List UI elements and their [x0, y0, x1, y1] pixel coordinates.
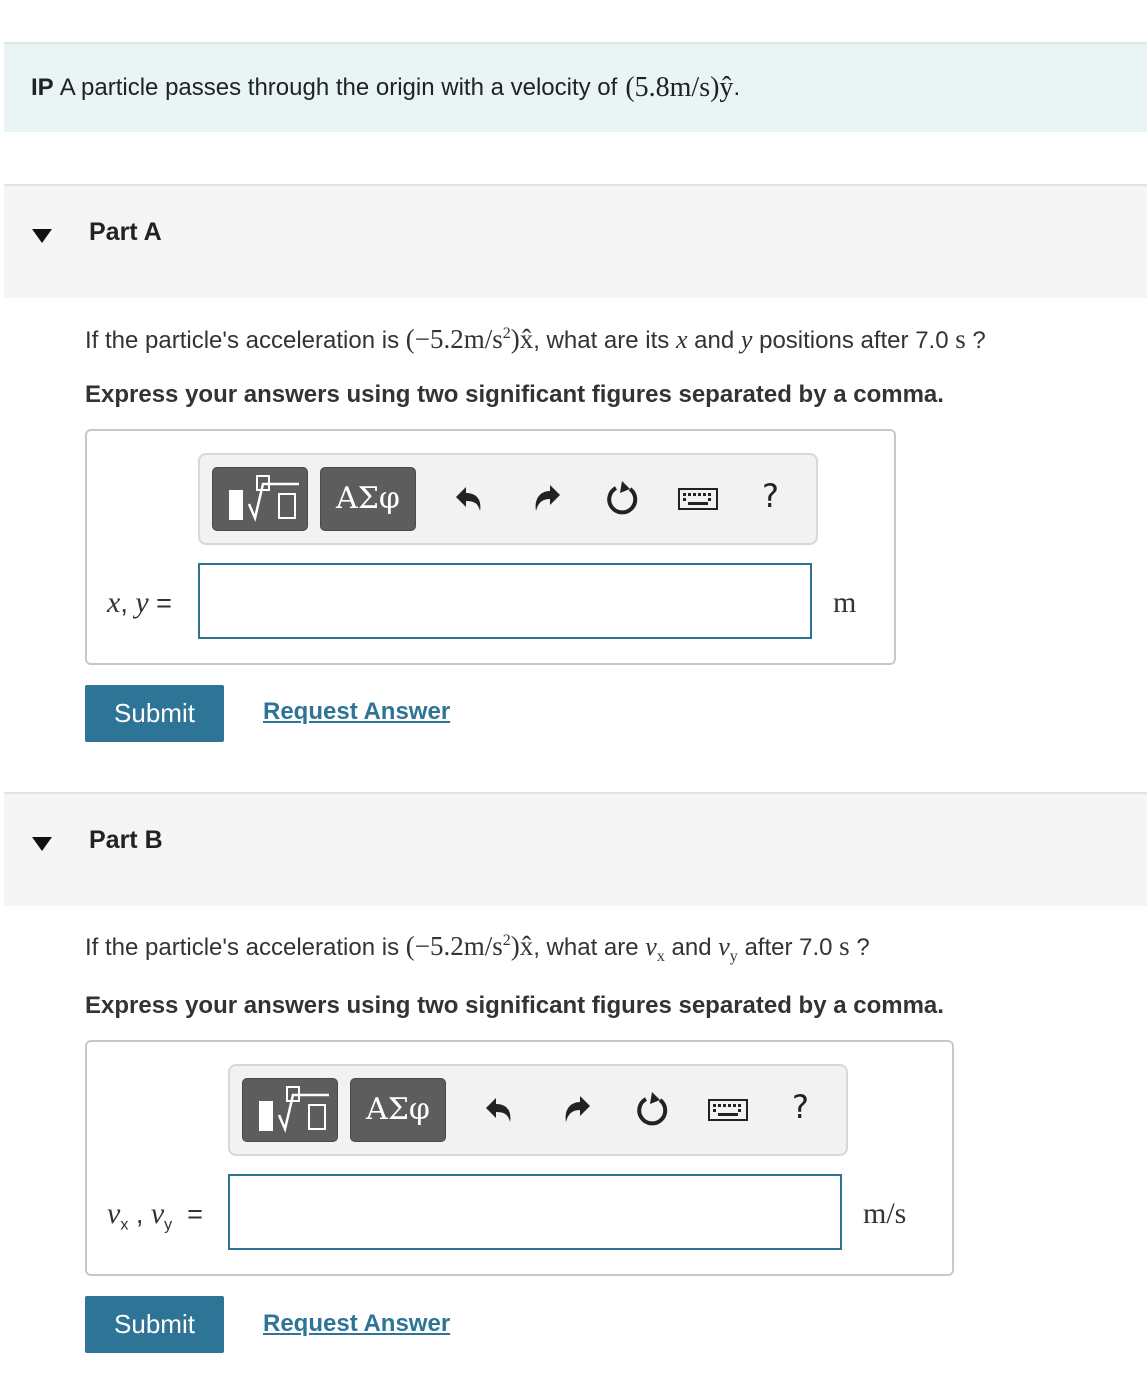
part-b-title: Part B [89, 826, 163, 854]
redo-icon[interactable] [554, 1088, 598, 1132]
reset-icon[interactable] [600, 477, 644, 521]
part-a-question [85, 324, 986, 355]
question-text: and [671, 934, 712, 961]
part-b-instruction: Express your answers using two significant figures separated by a comma. [85, 992, 944, 1019]
answer-unit: m/s [863, 1197, 907, 1230]
reset-icon[interactable] [630, 1088, 674, 1132]
keyboard-icon[interactable] [706, 1088, 750, 1132]
part-b-header[interactable] [4, 792, 1147, 906]
answer-variable-label: x, y = [107, 586, 172, 619]
part-b-question [85, 931, 870, 966]
templates-icon [213, 468, 309, 532]
templates-button[interactable] [242, 1078, 338, 1142]
greek-symbols-button[interactable]: ΑΣφ [350, 1078, 446, 1142]
part-a-answer-box [85, 429, 896, 665]
question-mark: ? [972, 327, 986, 354]
help-button[interactable]: ? [792, 1088, 809, 1126]
submit-button[interactable]: Submit [85, 685, 224, 742]
templates-button[interactable] [212, 467, 308, 531]
answer-input[interactable] [198, 563, 812, 639]
acceleration-expression: $(-5.2m/s^2)x̂$ [405, 324, 534, 354]
redo-icon[interactable] [524, 477, 568, 521]
math-toolbar [198, 453, 818, 545]
templates-icon [243, 1079, 339, 1143]
variable-x: x [675, 325, 688, 354]
time-unit: s [955, 324, 966, 354]
problem-statement [4, 42, 1147, 132]
submit-button[interactable]: Submit [85, 1296, 224, 1353]
question-text: positions after 7.0 [759, 327, 949, 354]
request-answer-link[interactable]: Request Answer [263, 698, 451, 725]
question-text: after 7.0 [744, 934, 833, 961]
answer-input[interactable] [228, 1174, 842, 1250]
variable-y: y [740, 325, 753, 354]
greek-symbols-button[interactable]: ΑΣφ [320, 467, 416, 531]
collapse-triangle-icon[interactable] [32, 229, 52, 243]
time-unit: s [839, 931, 850, 961]
question-text: , what are [533, 934, 639, 961]
answer-variable-label: $v_x$ , $v_y$ = [107, 1197, 203, 1234]
problem-tag: IP [31, 74, 54, 101]
variable-vy: $v_y$ [718, 932, 738, 966]
question-text: If the particle's acceleration is [85, 934, 400, 961]
part-b-answer-box [85, 1040, 954, 1276]
help-button[interactable]: ? [762, 477, 779, 515]
request-answer-link[interactable]: Request Answer [263, 1310, 451, 1337]
undo-icon[interactable] [448, 477, 492, 521]
question-text: and [694, 327, 735, 354]
question-mark: ? [856, 934, 870, 961]
part-a-instruction: Express your answers using two significant figures separated by a comma. [85, 381, 944, 408]
answer-unit: m [833, 586, 857, 619]
problem-period: . [733, 74, 741, 101]
question-text: If the particle's acceleration is [85, 327, 400, 354]
part-a-title: Part A [89, 218, 162, 246]
undo-icon[interactable] [478, 1088, 522, 1132]
collapse-triangle-icon[interactable] [32, 837, 52, 851]
variable-vx: $v_x$ [645, 932, 665, 966]
math-toolbar [228, 1064, 848, 1156]
keyboard-icon[interactable] [676, 477, 720, 521]
question-text: , what are its [533, 327, 670, 354]
acceleration-expression: $(-5.2m/s^2)x̂$ [405, 931, 534, 961]
part-a-header[interactable] [4, 184, 1147, 298]
velocity-expression: (5.8m/s)ŷ [625, 72, 734, 103]
problem-text: A particle passes through the origin with a velocity of [59, 74, 618, 101]
